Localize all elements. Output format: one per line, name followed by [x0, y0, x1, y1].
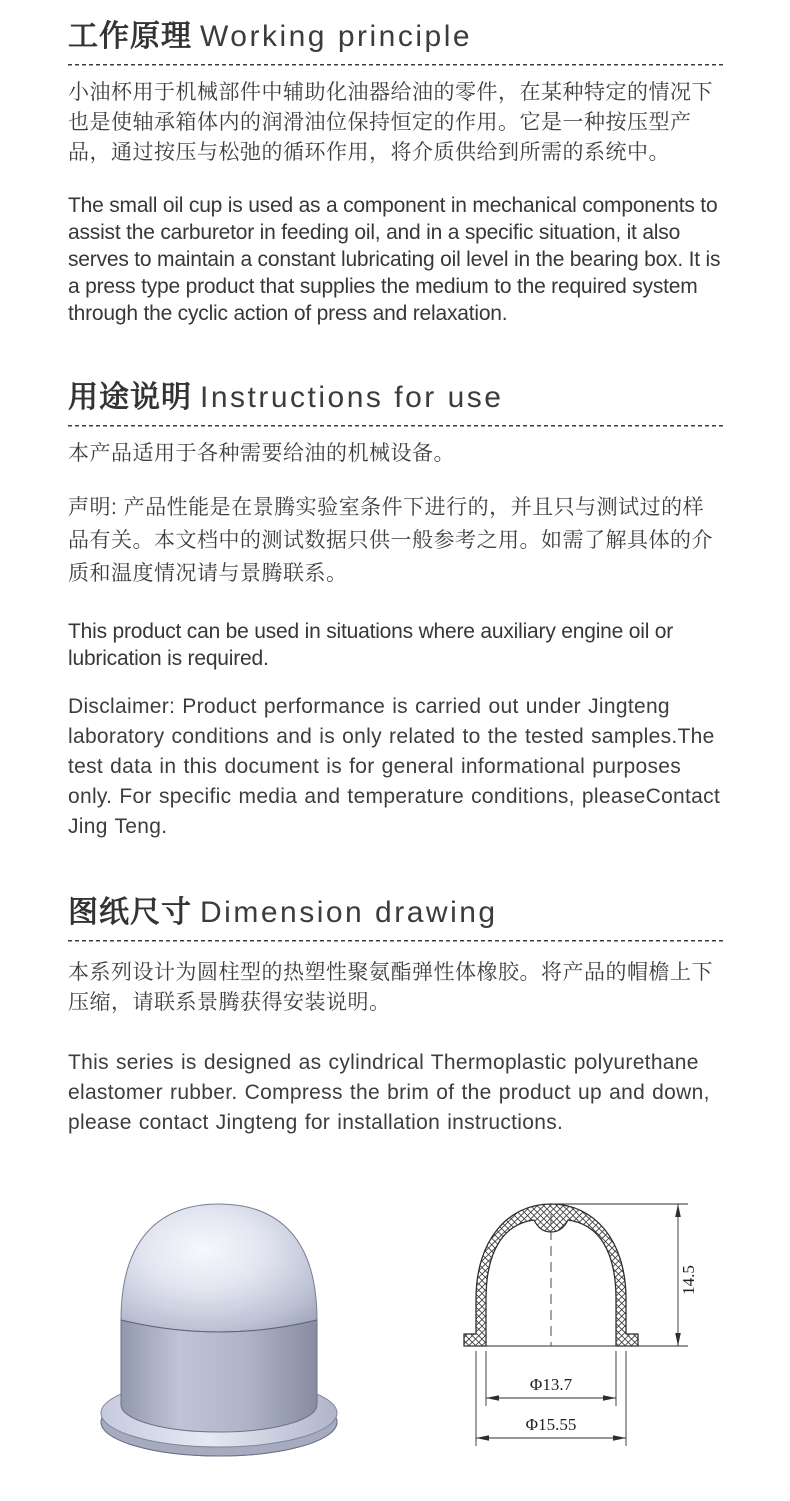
section-title-cn: 用途说明: [68, 381, 192, 414]
oil-cup-section-drawing: [456, 1196, 741, 1454]
section-title-cn: 图纸尺寸: [68, 896, 192, 929]
section-title: [68, 892, 724, 934]
dashed-divider: [68, 64, 724, 66]
cap-cross-section: [464, 1204, 638, 1346]
paragraph-cn: 本系列设计为圆柱型的热塑性聚氨酯弹性体橡胶。将产品的帽檐上下压缩，请联系景腾获得安装说明。: [68, 961, 713, 1014]
arrow-up: [675, 1204, 681, 1217]
section-dimension-drawing: [68, 892, 724, 1465]
dashed-divider: [68, 940, 724, 942]
dim-height-label: 14.5: [679, 1265, 698, 1295]
dimension-drawing-figure: [456, 1196, 741, 1459]
arrow-right: [613, 1435, 626, 1441]
paragraph-en-disclaimer: Disclaimer: Product performance is carried out under Jingteng laboratory conditions and is only related to the tested samples.The test data in this document is for general informational purposes only. For specific media and temperature conditions, pleaseContact Jing Teng.: [68, 695, 721, 838]
section-title-cn: 工作原理: [68, 20, 192, 53]
paragraph-en: The small oil cup is used as a component in mechanical components to assist the carburetor in feeding oil, and in a specific situation, it also serves to maintain a constant lubricating oil level in the bearing box. It is a press type product that supplies the medium to the required system through the cyclic action of press and relaxation.: [68, 194, 721, 325]
paragraph-en: This series is designed as cylindrical Thermoplastic polyurethane elastomer rubber. Compress the brim of the product up and down, please contact Jingteng for installation instructions.: [68, 1051, 710, 1134]
oil-cup-3d-image: [74, 1192, 392, 1460]
section-title: [68, 16, 724, 58]
section-title: [68, 377, 724, 419]
paragraph-en: This product can be used in situations where auxiliary engine oil or lubrication is required.: [68, 620, 674, 670]
arrow-left: [476, 1435, 489, 1441]
dim-inner-diameter-label: Φ13.7: [529, 1375, 573, 1394]
dashed-divider: [68, 425, 724, 427]
section-title-en: Instructions for use: [200, 381, 504, 414]
paragraph-cn-disclaimer: 声明: 产品性能是在景腾实验室条件下进行的，并且只与测试过的样品有关。本文档中的测试数据只供一般参考之用。如需了解具体的介质和温度情况请与景腾联系。: [68, 496, 713, 585]
figures-row: [68, 1192, 724, 1465]
arrow-down: [675, 1333, 681, 1346]
section-title-en: Working principle: [200, 20, 473, 53]
paragraph-cn: 小油杯用于机械部件中辅助化油器给油的零件，在某种特定的情况下也是使轴承箱体内的润滑油位保持恒定的作用。它是一种按压型产品，通过按压与松弛的循环作用，将介质供给到所需的系统中。: [68, 81, 713, 164]
arrow-right: [603, 1395, 616, 1401]
section-instructions-for-use: [68, 377, 724, 842]
cup-dome: [121, 1204, 317, 1332]
product-3d-render: [74, 1192, 392, 1465]
dim-outer-diameter-label: Φ15.55: [525, 1415, 577, 1434]
paragraph-cn: 本产品适用于各种需要给油的机械设备。: [68, 442, 455, 465]
cup-body: [121, 1318, 317, 1432]
arrow-left: [486, 1395, 499, 1401]
section-working-principle: [68, 16, 724, 327]
section-title-en: Dimension drawing: [200, 896, 498, 929]
